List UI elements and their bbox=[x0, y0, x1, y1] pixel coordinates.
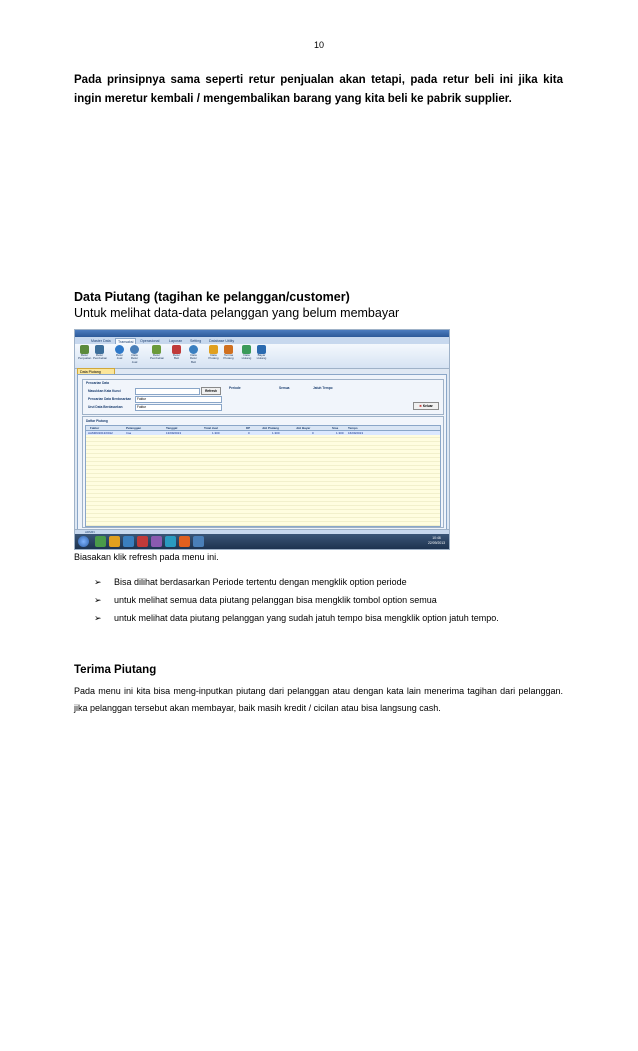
data-retur-jual-button[interactable]: Data Retur Jual bbox=[128, 345, 141, 365]
app-icon[interactable] bbox=[151, 536, 162, 547]
tab-transaksi[interactable]: Transaksi bbox=[115, 338, 136, 345]
app-screenshot bbox=[74, 329, 450, 550]
piutang-grid[interactable] bbox=[85, 425, 441, 527]
intro-paragraph: Pada prinsipnya sama seperti retur penjualan akan tetapi, pada retur beli ini jika kita ingin meretur kembali / mengembalikan barang yang kita beli ke pabrik supplier. bbox=[74, 74, 563, 105]
bayar-hutang-button[interactable]: Bayar Hutang bbox=[255, 345, 268, 365]
col-faktur[interactable]: Faktur bbox=[90, 426, 100, 430]
cell-sisa: 1.300 bbox=[336, 431, 344, 435]
col-total-jual[interactable]: Total Jual bbox=[204, 426, 218, 430]
retur-penjualan-button[interactable]: Retur Penjualan bbox=[78, 345, 91, 365]
list-item: ➢ Bisa dilihat berdasarkan Periode tertentu dengan mengklik option periode bbox=[94, 575, 564, 590]
data-hutang-button[interactable]: Data Hutang bbox=[240, 345, 253, 365]
daftar-piutang-group bbox=[82, 416, 444, 528]
filter-group-title: Pencarian Data bbox=[86, 381, 110, 385]
cell-jml-bayar: 0 bbox=[312, 431, 314, 435]
windows-taskbar bbox=[75, 534, 449, 549]
list-item: ➢ untuk melihat semua data piutang pelanggan bisa mengklik tombol option semua bbox=[94, 593, 564, 608]
close-icon: ✖ bbox=[419, 404, 422, 408]
col-tanggal[interactable]: Tanggal bbox=[166, 426, 178, 430]
semua-option-label[interactable]: Semua bbox=[279, 386, 290, 390]
filter-group bbox=[82, 379, 444, 415]
arrow-bullet-icon: ➢ bbox=[94, 577, 102, 587]
cell-jml-piutang: 1.300 bbox=[272, 431, 280, 435]
col-pelanggan[interactable]: Pelanggan bbox=[126, 426, 142, 430]
status-user: ADMIN bbox=[85, 530, 95, 534]
form-tab-data-piutang[interactable]: Data Piutang bbox=[77, 368, 115, 376]
taskbar-clock[interactable]: 10:46 22/09/2013 bbox=[428, 536, 445, 545]
tab-master-data[interactable]: Master Data bbox=[91, 339, 111, 343]
arrow-bullet-icon: ➢ bbox=[94, 595, 102, 605]
cell-faktur: AAM09/2013/0012 bbox=[88, 431, 113, 435]
window-titlebar bbox=[75, 330, 449, 337]
retur-pembelian-button-2[interactable]: Retur Pembelian bbox=[150, 345, 163, 365]
ribbon-tabs bbox=[75, 337, 449, 344]
arrow-bullet-icon: ➢ bbox=[94, 613, 102, 623]
col-sisa[interactable]: Sisa bbox=[332, 426, 339, 430]
refresh-button[interactable]: Refresh bbox=[201, 387, 221, 395]
keyword-input[interactable] bbox=[135, 388, 200, 395]
terima-piutang-button[interactable]: Terima Piutang bbox=[222, 345, 235, 365]
folder-icon[interactable] bbox=[109, 536, 120, 547]
tab-database-utility[interactable]: Database Utility bbox=[209, 339, 235, 343]
app-icon[interactable] bbox=[193, 536, 204, 547]
sort-by-label: Urut Data Berdasarkan bbox=[88, 405, 123, 409]
keyword-label: Masukkan Kata Kunci bbox=[88, 389, 121, 393]
tab-setting[interactable]: Setting bbox=[190, 339, 202, 343]
retur-beli-button[interactable]: Retur Beli bbox=[170, 345, 183, 365]
cell-dp: 0 bbox=[248, 431, 250, 435]
app-icon[interactable] bbox=[123, 536, 134, 547]
data-retur-beli-button[interactable]: Data Retur Beli bbox=[187, 345, 200, 365]
terima-piutang-body: Pada menu ini kita bisa meng-inputkan piutang dari pelanggan atau dengan kata lain menerima tagihan dari pelanggan. jika pelanggan tersebut akan membayar, baik masih kredit / cicilan atau bisa langsung cash. bbox=[74, 686, 563, 713]
cell-total-jual: 1.300 bbox=[212, 431, 220, 435]
search-by-label: Pencarian Data Berdasarkan bbox=[88, 397, 132, 401]
retur-pembelian-button[interactable]: Retur Pembelian bbox=[93, 345, 106, 365]
terima-piutang-title: Terima Piutang bbox=[74, 664, 157, 676]
table-row[interactable] bbox=[86, 431, 440, 435]
list-item: ➢ untuk melihat data piutang pelanggan yang sudah jatuh tempo bisa mengklik option jatuh tempo. bbox=[94, 611, 564, 626]
keluar-button[interactable]: ✖ Keluar bbox=[413, 402, 439, 410]
cell-tanggal: 13/09/2013 bbox=[166, 431, 182, 435]
app-icon[interactable] bbox=[179, 536, 190, 547]
jatuh-tempo-option-label[interactable]: Jatuh Tempo bbox=[313, 386, 333, 390]
cell-tempo: 16/09/2013 bbox=[348, 431, 364, 435]
col-jml-bayar[interactable]: Jml Bayar bbox=[296, 426, 311, 430]
section-title: Data Piutang (tagihan ke pelanggan/customer) bbox=[74, 290, 350, 304]
data-piutang-form bbox=[77, 374, 447, 530]
search-by-select[interactable]: Faktur bbox=[135, 396, 222, 403]
tab-operasional[interactable]: Operasional bbox=[140, 339, 160, 343]
page-number: 10 bbox=[313, 40, 324, 50]
col-jml-piutang[interactable]: Jml Piutang bbox=[262, 426, 280, 430]
periode-option-label[interactable]: Periode bbox=[229, 386, 241, 390]
daftar-piutang-title: Daftar Piutang bbox=[86, 419, 108, 423]
sort-by-select[interactable]: Faktur bbox=[135, 404, 222, 411]
bullet-list bbox=[94, 575, 564, 629]
app-icon[interactable] bbox=[95, 536, 106, 547]
app-icon[interactable] bbox=[137, 536, 148, 547]
cell-pelanggan: Ima bbox=[126, 431, 132, 435]
data-piutang-button[interactable]: Data Piutang bbox=[207, 345, 220, 365]
col-dp[interactable]: DP bbox=[246, 426, 251, 430]
screenshot-caption: Biasakan klik refresh pada menu ini. bbox=[74, 552, 219, 562]
col-tempo[interactable]: Tempo bbox=[348, 426, 358, 430]
retur-jual-button[interactable]: Retur Jual bbox=[113, 345, 126, 365]
start-icon[interactable] bbox=[78, 536, 89, 547]
section-subtitle: Untuk melihat data-data pelanggan yang belum membayar bbox=[74, 306, 400, 320]
app-icon[interactable] bbox=[165, 536, 176, 547]
ribbon-toolbar bbox=[75, 344, 449, 369]
tab-laporan[interactable]: Laporan bbox=[169, 339, 183, 343]
